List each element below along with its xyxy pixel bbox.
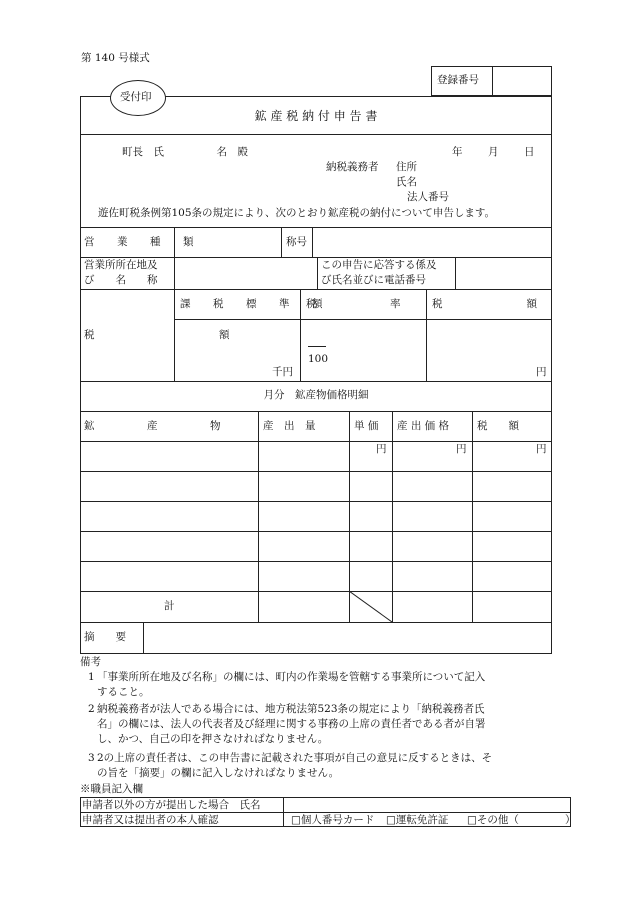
output-value-yen: 円 bbox=[456, 443, 467, 455]
option-drivers-license[interactable]: □運転免許証 bbox=[386, 814, 449, 826]
summary-field[interactable] bbox=[145, 624, 550, 652]
table-row bbox=[80, 501, 552, 502]
responder-label-line2: び氏名並びに電話番号 bbox=[321, 274, 426, 286]
trade-name-label: 称号 bbox=[286, 236, 307, 248]
col-header-mineral: 鉱 産 物 bbox=[84, 420, 221, 432]
table-row bbox=[80, 561, 552, 562]
office-field[interactable] bbox=[176, 259, 316, 288]
date-year: 年 bbox=[452, 146, 463, 158]
tax-base-header: 課 税 標 準 額 bbox=[180, 298, 329, 310]
trade-name-field[interactable] bbox=[314, 229, 550, 256]
option-other[interactable]: □その他（ bbox=[467, 814, 519, 826]
tax-base-field[interactable] bbox=[176, 321, 299, 365]
note-1-line2: すること。 bbox=[97, 686, 150, 698]
responder-field[interactable] bbox=[457, 259, 550, 288]
date-month: 月 bbox=[488, 146, 499, 158]
office-label-line1: 営業所所在地及 bbox=[84, 259, 158, 271]
total-unit-price-diagonal bbox=[349, 591, 392, 622]
tax-amount-header: 税 額 bbox=[432, 298, 537, 310]
tax-rate-denominator: 100 bbox=[308, 353, 329, 365]
note-2-num: 2 bbox=[88, 703, 95, 715]
business-type-label: 営 業 種 類 bbox=[84, 236, 200, 248]
page-title: 鉱 産 税 納 付 申 告 書 bbox=[254, 109, 378, 123]
address-label: 住所 bbox=[396, 161, 417, 173]
notes-heading: 備考 bbox=[80, 656, 101, 668]
office-label-line2: び 名 称 bbox=[84, 274, 158, 286]
registration-number-field[interactable] bbox=[494, 68, 550, 94]
tax-amount-field[interactable] bbox=[428, 321, 550, 365]
table-row bbox=[80, 591, 552, 592]
tax-row-label: 税 額 bbox=[84, 329, 242, 341]
table-row bbox=[80, 471, 552, 472]
tax-rate-field[interactable] bbox=[302, 321, 425, 345]
col-header-output-value: 産 出 価 格 bbox=[397, 420, 450, 432]
addressee: 町長 氏 名 殿 bbox=[122, 146, 248, 158]
date-day: 日 bbox=[524, 146, 535, 158]
note-2-line3: し、かつ、自己の印を押さなければなりません。 bbox=[97, 733, 329, 745]
option-mynumber-card[interactable]: □個人番号カード bbox=[291, 814, 375, 826]
corp-number-label: 法人番号 bbox=[407, 191, 449, 203]
form-number: 第 140 号様式 bbox=[81, 52, 150, 64]
table-row bbox=[80, 531, 552, 532]
name-label: 氏名 bbox=[396, 176, 417, 188]
staff-row2-label: 申請者又は提出者の本人確認 bbox=[82, 814, 219, 826]
note-3-line2: の旨を「摘要」の欄に記入しなければなりません。 bbox=[97, 767, 340, 779]
col-header-output: 産 出 量 bbox=[263, 420, 316, 432]
note-1-num: 1 bbox=[88, 671, 95, 683]
summary-label: 摘 要 bbox=[84, 631, 126, 643]
note-2-line1: 納税義務者が法人である場合には、地方税法第523条の規定により「納税義務者氏 bbox=[97, 703, 485, 715]
staff-row1-label: 申請者以外の方が提出した場合 氏名 bbox=[82, 799, 261, 811]
note-1-line1: 「事業所所在地及び名称」の欄には、町内の作業場を管轄する事業所について記入 bbox=[97, 671, 486, 683]
col-header-tax: 税 額 bbox=[477, 420, 519, 432]
registration-number-label: 登録番号 bbox=[437, 74, 479, 86]
declaration-text: 遊佐町税条例第105条の規定により、次のとおり鉱産税の納付について申告します。 bbox=[98, 207, 495, 219]
business-type-field[interactable] bbox=[176, 229, 280, 256]
tax-rate-header: 税 率 bbox=[306, 298, 401, 310]
note-3-num: 3 bbox=[88, 752, 95, 764]
option-other-close: ） bbox=[565, 814, 576, 826]
tax-base-unit: 千円 bbox=[272, 366, 293, 378]
taxpayer-label: 納税義務者 bbox=[326, 161, 379, 173]
note-2-line2: 名」の欄には、法人の代表者及び経理に関する事務の上席の責任者である者が自署 bbox=[97, 718, 486, 730]
main-form-frame bbox=[80, 96, 552, 654]
mineral-detail-title: 月分 鉱産物価格明細 bbox=[263, 389, 369, 401]
total-label: 計 bbox=[164, 600, 175, 612]
staff-heading: ※職員記入欄 bbox=[80, 783, 143, 795]
tax-amount-unit: 円 bbox=[536, 366, 547, 378]
unit-price-yen: 円 bbox=[376, 443, 387, 455]
col-header-unit-price: 単 価 bbox=[354, 420, 379, 432]
submitter-name-field[interactable] bbox=[285, 798, 569, 811]
note-3-line1: 2の上席の責任者は、この申告書に記載された事項が自己の意見に反するときは、そ bbox=[97, 752, 493, 764]
responder-label-line1: この申告に応答する係及 bbox=[321, 259, 437, 271]
reception-stamp-label: 受付印 bbox=[120, 91, 152, 103]
tax-yen: 円 bbox=[536, 443, 547, 455]
